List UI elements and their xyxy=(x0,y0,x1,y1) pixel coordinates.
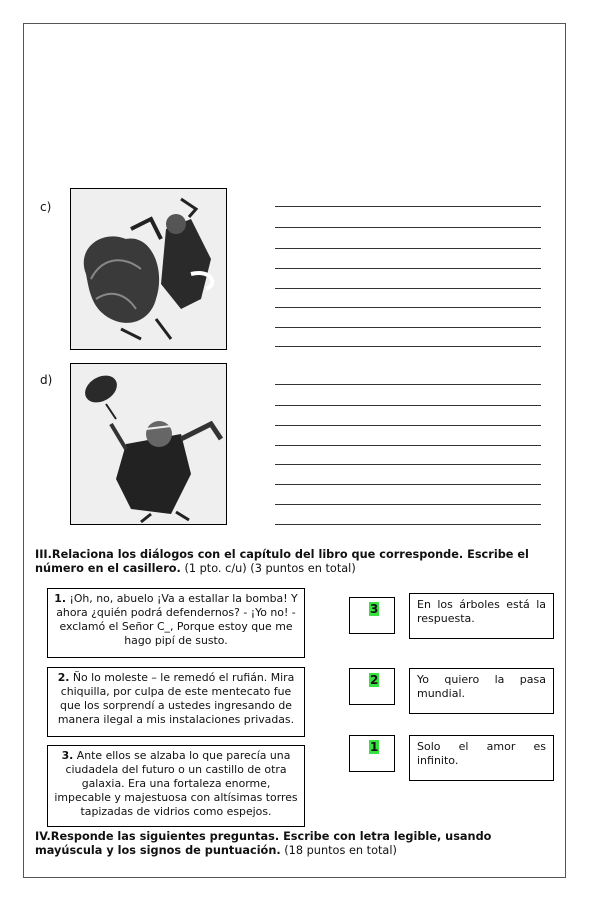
illustration-c-image xyxy=(70,188,227,350)
picture-d-label: d) xyxy=(40,373,53,387)
answer-line xyxy=(275,268,541,269)
section-iv-numeral: IV. xyxy=(35,830,51,843)
section-iv-points: (18 puntos en total) xyxy=(284,844,397,857)
answer-line xyxy=(275,405,541,406)
answer-line xyxy=(275,384,541,385)
dialogue-number: 2. xyxy=(57,671,70,684)
answer-number-box-2[interactable] xyxy=(349,668,395,705)
picture-c-label: c) xyxy=(40,200,52,214)
answer-line xyxy=(275,206,541,207)
dialogue-number: 3. xyxy=(61,749,74,762)
answer-line xyxy=(275,327,541,328)
answer-line xyxy=(275,346,541,347)
answer-line xyxy=(275,227,541,228)
answer-number: 2 xyxy=(370,673,379,687)
answer-line xyxy=(275,524,541,525)
section-iii-instruction xyxy=(35,548,550,576)
dialogue-box-3 xyxy=(47,745,305,827)
section-iv-instruction xyxy=(35,830,550,858)
dialogue-number: 1. xyxy=(54,592,66,605)
answer-number: 3 xyxy=(370,602,379,616)
answer-line xyxy=(275,425,541,426)
answer-line xyxy=(275,464,541,465)
answer-line xyxy=(275,288,541,289)
answer-number-box-3[interactable] xyxy=(349,735,395,772)
chapter-box-3: Solo el amor es infinito. xyxy=(409,735,554,781)
answer-line xyxy=(275,445,541,446)
dialogue-text: Ante ellos se alzaba lo que parecía una ciudadela del futuro o un castillo de otra galaxia. Era una fortaleza enorme, impecable y majestuosa con altísimas torres tapizadas de vidrios como espejos. xyxy=(54,749,298,818)
section-iii-points: (1 pto. c/u) (3 puntos en total) xyxy=(184,562,356,575)
answer-line xyxy=(275,504,541,505)
chapter-box-1: En los árboles está la respuesta. xyxy=(409,593,554,639)
dialogue-box-2 xyxy=(47,667,305,737)
section-iii-numeral: III. xyxy=(35,548,52,561)
section-iv-bold-text: Responde las siguientes preguntas. Escribe con letra legible, usando mayúscula y los signos de puntuación. xyxy=(35,830,492,857)
answer-line xyxy=(275,307,541,308)
illustration-d-image xyxy=(70,363,227,525)
answer-number: 1 xyxy=(370,740,379,754)
dialogue-box-1 xyxy=(47,588,305,658)
dialogue-text: ¡Oh, no, abuelo ¡Va a estallar la bomba! Y ahora ¿quién podrá defendernos? - ¡Yo no! - exclamó el Señor C_, Porque estoy que me hago pipí de susto. xyxy=(56,592,298,647)
answer-line xyxy=(275,484,541,485)
answer-line xyxy=(275,248,541,249)
section-iii-bold-text: Relaciona los diálogos con el capítulo del libro que corresponde. Escribe el número en el casillero. xyxy=(35,548,529,575)
chapter-box-2: Yo quiero la pasa mundial. xyxy=(409,668,554,714)
dialogue-text: Ño lo moleste – le remedó el rufián. Mira chiquilla, por culpa de este mentecato fue que los sorprendí a ustedes ingresando de manera ilegal a mis instalaciones privadas. xyxy=(57,671,295,726)
answer-number-box-1[interactable] xyxy=(349,597,395,634)
